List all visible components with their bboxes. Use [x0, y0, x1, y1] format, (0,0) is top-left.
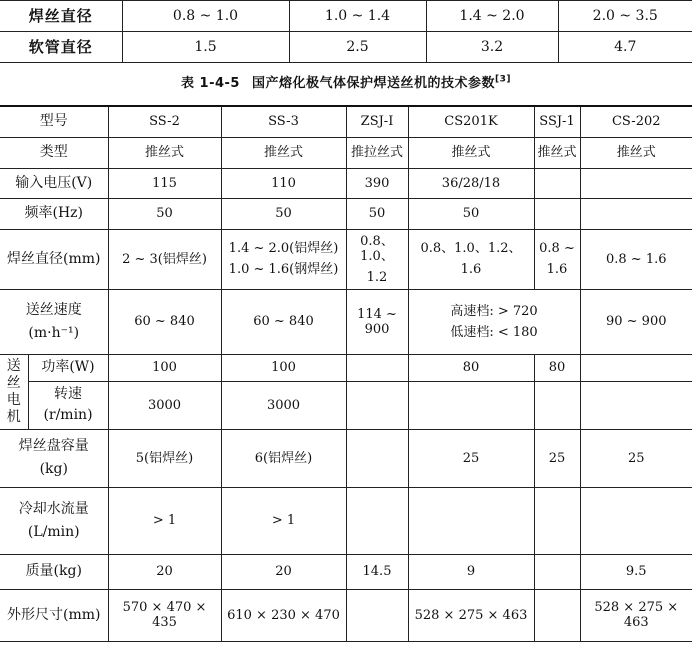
row-label-power: 功率(W)	[28, 354, 108, 381]
row-label-voltage: 输入电压(V)	[0, 168, 108, 198]
cell-line: 1.2	[366, 269, 388, 285]
cell-line: 1.0 ~ 1.6(钢焊丝)	[228, 262, 339, 277]
row-label-feed-speed	[0, 289, 108, 354]
table-cell: 528 × 275 × 463	[408, 589, 534, 641]
label-line: 送丝速度	[25, 301, 82, 318]
model-header: CS201K	[408, 106, 534, 137]
table-cell: 80	[534, 354, 580, 381]
table-cell: 390	[346, 168, 408, 198]
table-cell: 90 ~ 900	[580, 289, 692, 354]
row-label-mass: 质量(kg)	[0, 554, 108, 589]
row-label-spool-capacity	[0, 429, 108, 487]
table-cell: 9	[408, 554, 534, 589]
table-cell: 100	[108, 354, 221, 381]
table-cell	[580, 198, 692, 229]
table-cell: 610 × 230 × 470	[221, 589, 346, 641]
table-cell: 20	[108, 554, 221, 589]
row-label-cooling-flow	[0, 487, 108, 554]
table-cell	[534, 589, 580, 641]
table-row	[0, 32, 692, 63]
table-cell: 1.4 ~ 2.0	[426, 1, 558, 32]
table-row	[0, 198, 692, 229]
table-row	[0, 589, 692, 641]
model-header: SS-2	[108, 106, 221, 137]
table-cell: 3.2	[426, 32, 558, 63]
model-header: CS-202	[580, 106, 692, 137]
table-cell	[534, 554, 580, 589]
cell-line: 0.8、1.0、	[360, 233, 394, 264]
row-label-type: 类型	[0, 137, 108, 168]
header-row	[0, 106, 692, 137]
table-row	[0, 289, 692, 354]
table-cell: 3000	[108, 381, 221, 429]
table-cell: 推丝式	[408, 137, 534, 168]
label-line: 转速	[54, 386, 82, 402]
table-cell: 2.0 ~ 3.5	[558, 1, 692, 32]
table-cell: 25	[580, 429, 692, 487]
model-header: SS-3	[221, 106, 346, 137]
row-label-wire-diameter: 焊丝直径	[0, 1, 122, 32]
table-row	[0, 354, 692, 381]
table-cell: 2 ~ 3(铝焊丝)	[108, 229, 221, 289]
table-cell: 80	[408, 354, 534, 381]
table-cell: 1.5	[122, 32, 289, 63]
table-cell: 50	[108, 198, 221, 229]
table-cell: 推丝式	[580, 137, 692, 168]
table-title: 国产熔化极气体保护焊送丝机的技术参数	[251, 76, 495, 91]
cell-line: 低速档: < 180	[450, 324, 538, 340]
table-cell: 0.8 ~ 1.6	[580, 229, 692, 289]
table-cell: 50	[221, 198, 346, 229]
motor-group-label	[0, 354, 28, 429]
table-row	[0, 429, 692, 487]
table-cell	[346, 487, 408, 554]
cell-line: 1.4 ~ 2.0(铝焊丝)	[228, 241, 339, 256]
row-label-rpm	[28, 381, 108, 429]
label-line: 冷却水流量	[18, 500, 89, 517]
row-label-hose-diameter: 软管直径	[0, 32, 122, 63]
table-cell: 110	[221, 168, 346, 198]
table-cell	[346, 429, 408, 487]
table-cell: 推丝式	[221, 137, 346, 168]
table-cell: 推丝式	[534, 137, 580, 168]
table-row	[0, 168, 692, 198]
table-cell: 6(铝焊丝)	[221, 429, 346, 487]
label-char: 电	[6, 391, 21, 408]
table-cell: 36/28/18	[408, 168, 534, 198]
table-cell: 25	[408, 429, 534, 487]
table-cell: 570 × 470 × 435	[108, 589, 221, 641]
table-cell	[534, 198, 580, 229]
label-line: (kg)	[39, 461, 68, 477]
label-line: (r/min)	[43, 407, 93, 423]
cell-line: 高速档: > 720	[450, 303, 538, 319]
table-cell: 60 ~ 840	[221, 289, 346, 354]
table-cell	[408, 487, 534, 554]
table-row	[0, 487, 692, 554]
table-cell	[346, 354, 408, 381]
table-cell: 114 ~ 900	[346, 289, 408, 354]
cell-line: 1.6	[546, 262, 568, 277]
table-cell	[346, 229, 408, 289]
table-cell	[580, 487, 692, 554]
wire-hose-table	[0, 0, 692, 63]
model-header-label: 型号	[0, 106, 108, 137]
table-cell	[534, 229, 580, 289]
table-cell: 50	[346, 198, 408, 229]
table-cell: 528 × 275 × 463	[580, 589, 692, 641]
table-cell: 25	[534, 429, 580, 487]
table-cell	[408, 381, 534, 429]
table-cell: 50	[408, 198, 534, 229]
table-cell: 推丝式	[108, 137, 221, 168]
table-row	[0, 554, 692, 589]
table-row	[0, 229, 692, 289]
label-char: 丝	[6, 374, 21, 391]
table-cell	[580, 168, 692, 198]
table-cell	[580, 381, 692, 429]
table-caption	[0, 72, 692, 91]
table-cell	[346, 589, 408, 641]
table-row	[0, 1, 692, 32]
table-cell	[534, 487, 580, 554]
table-cell: 5(铝焊丝)	[108, 429, 221, 487]
table-cell	[580, 354, 692, 381]
citation-ref: [3]	[494, 74, 511, 85]
cell-line: 1.6	[460, 262, 482, 277]
table-cell	[408, 229, 534, 289]
model-header: ZSJ-I	[346, 106, 408, 137]
table-cell	[408, 289, 580, 354]
table-cell: 4.7	[558, 32, 692, 63]
table-cell: 60 ~ 840	[108, 289, 221, 354]
table-cell: 14.5	[346, 554, 408, 589]
wire-feeder-spec-table	[0, 105, 692, 642]
table-cell: 0.8 ~ 1.0	[122, 1, 289, 32]
table-cell	[534, 381, 580, 429]
label-line: (L/min)	[27, 523, 80, 540]
table-cell	[534, 168, 580, 198]
label-char: 送	[6, 357, 21, 374]
table-cell: > 1	[108, 487, 221, 554]
table-cell	[221, 229, 346, 289]
row-label-wire-diameter: 焊丝直径(mm)	[0, 229, 108, 289]
table-row	[0, 137, 692, 168]
label-char: 机	[6, 408, 21, 425]
table-cell	[346, 381, 408, 429]
table-cell: 推拉丝式	[346, 137, 408, 168]
row-label-frequency: 频率(Hz)	[0, 198, 108, 229]
table-number: 表 1-4-5	[181, 76, 240, 91]
model-header: SSJ-1	[534, 106, 580, 137]
table-cell: 20	[221, 554, 346, 589]
label-line: (m·h⁻¹)	[28, 324, 80, 341]
table-cell: 9.5	[580, 554, 692, 589]
table-cell: 115	[108, 168, 221, 198]
cell-line: 0.8、1.0、1.2、	[420, 241, 522, 256]
table-row	[0, 381, 692, 429]
table-cell: 1.0 ~ 1.4	[289, 1, 426, 32]
cell-line: 0.8 ~	[539, 241, 575, 256]
table-cell: 3000	[221, 381, 346, 429]
label-line: 焊丝盘容量	[18, 438, 89, 454]
row-label-dimensions: 外形尺寸(mm)	[0, 589, 108, 641]
table-cell: > 1	[221, 487, 346, 554]
table-cell: 2.5	[289, 32, 426, 63]
table-cell: 100	[221, 354, 346, 381]
